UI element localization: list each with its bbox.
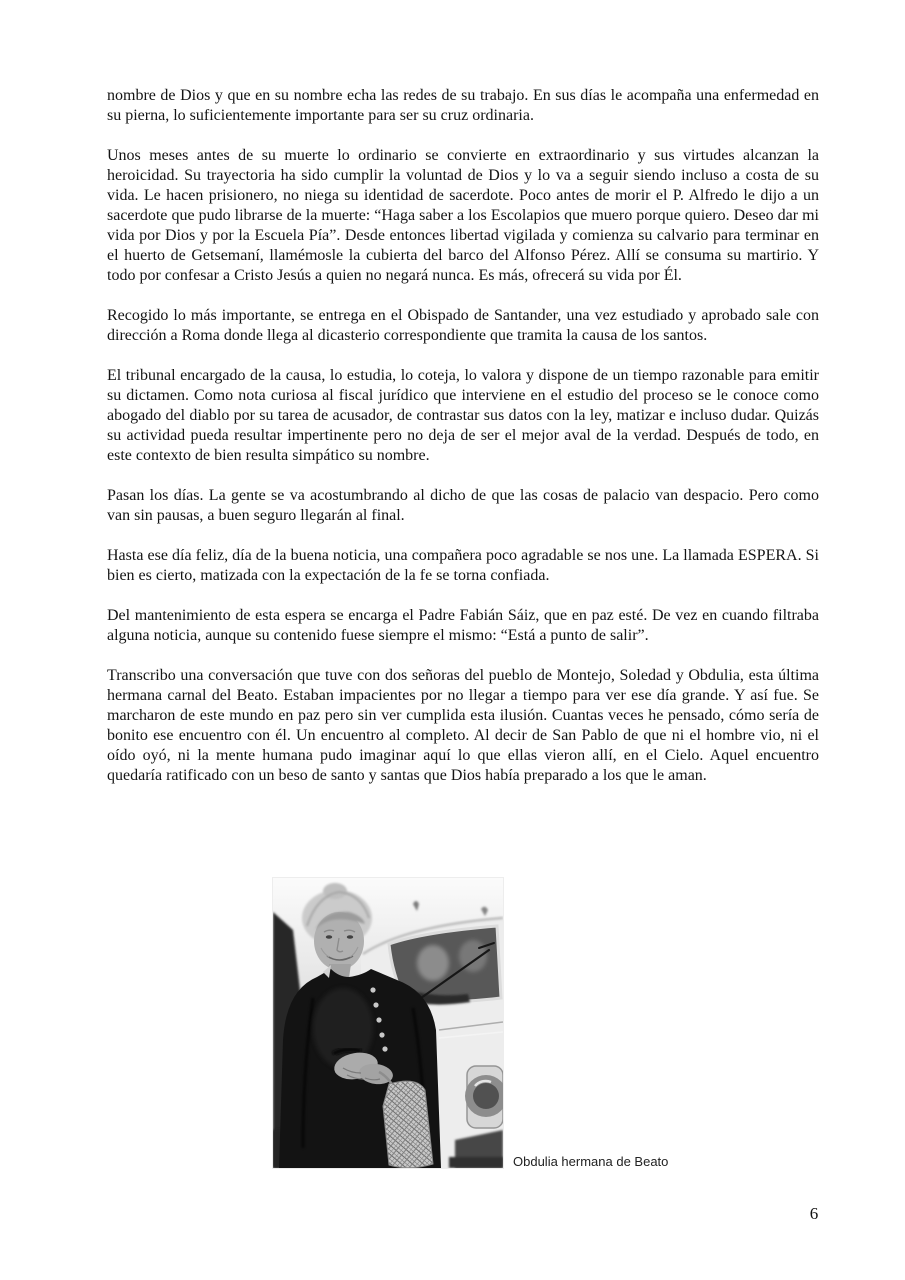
paragraph: Transcribo una conversación que tuve con dos señoras del pueblo de Montejo, Soledad y Obdulia, esta última hermana carnal del Beato. Estaban impacientes por no llegar a tiempo para ver ese día grande. Y así fue. Se marcharon de este mundo en paz pero sin ver cumplida esta ilusión. Cuantas veces he pensado, cómo sería de bonito ese encuentro con él. Un encuentro al completo. Al decir de San Pablo de que ni el hombre vio, ni el oído oyó, ni la mente humana pudo imaginar aquí lo que ellas vieron allí, en el Cielo. Aquel encuentro quedaría ratificado con un beso de santo y santas que Dios había preparado a los que le aman. bbox=[107, 667, 819, 784]
paragraph: Hasta ese día feliz, día de la buena noticia, una compañera poco agradable se nos une. La llamada ESPERA. Si bien es cierto, matizada con la expectación de la fe se torna confiada. bbox=[107, 547, 819, 584]
page-number: 6 bbox=[809, 1204, 819, 1223]
obdulia-photo bbox=[273, 878, 503, 1168]
paragraph: Unos meses antes de su muerte lo ordinario se convierte en extraordinario y sus virtudes alcanzan la heroicidad. Su trayectoria ha sido cumplir la voluntad de Dios y lo va a seguir siendo incluso a costa de su vida. Le hacen prisionero, no niega su identidad de sacerdote. Poco antes de morir el P. Alfredo le dijo a un sacerdote que pudo librarse de la muerte: “Haga saber a los Escolapios que muero porque quiero. Deseo dar mi vida por Dios y por la Escuela Pía”. Desde entonces libertad vigilada y comienza su calvario para terminar en el huerto de Getsemaní, llamémosle la cubierta del barco del Alfonso Pérez. Allí se consuma su martirio. Y todo por confesar a Cristo Jesús a quien no negará nunca. Es más, ofrecerá su vida por Él. bbox=[107, 147, 819, 284]
paragraph: Del mantenimiento de esta espera se encarga el Padre Fabián Sáiz, que en paz esté. De vez en cuando filtraba alguna noticia, aunque su contenido fuese siempre el mismo: “Está a punto de salir”. bbox=[107, 607, 819, 644]
photo-figure bbox=[273, 878, 669, 1169]
paragraph: Recogido lo más importante, se entrega en el Obispado de Santander, una vez estudiado y aprobado sale con dirección a Roma donde llega al dicasterio correspondiente que tramita la causa de los santos. bbox=[107, 307, 819, 344]
paragraph: nombre de Dios y que en su nombre echa las redes de su trabajo. En sus días le acompaña una enfermedad en su pierna, lo suficientemente importante para ser su cruz ordinaria. bbox=[107, 87, 819, 124]
paragraph: El tribunal encargado de la causa, lo estudia, lo coteja, lo valora y dispone de un tiempo razonable para emitir su dictamen. Como nota curiosa al fiscal jurídico que interviene en el estudio del proceso se le conoce como abogado del diablo por su tarea de acusador, de contrastar sus datos con la ley, matizar e incluso dudar. Quizás su actividad pueda resultar impertinente pero no deja de ser el mejor aval de la verdad. Después de todo, en este contexto de bien resulta simpático su nombre. bbox=[107, 367, 819, 464]
page-text bbox=[107, 86, 819, 806]
photo-caption: Obdulia hermana de Beato bbox=[513, 1154, 669, 1169]
paragraph: Pasan los días. La gente se va acostumbrando al dicho de que las cosas de palacio van despacio. Pero como van sin pausas, a buen seguro llegarán al final. bbox=[107, 487, 819, 524]
